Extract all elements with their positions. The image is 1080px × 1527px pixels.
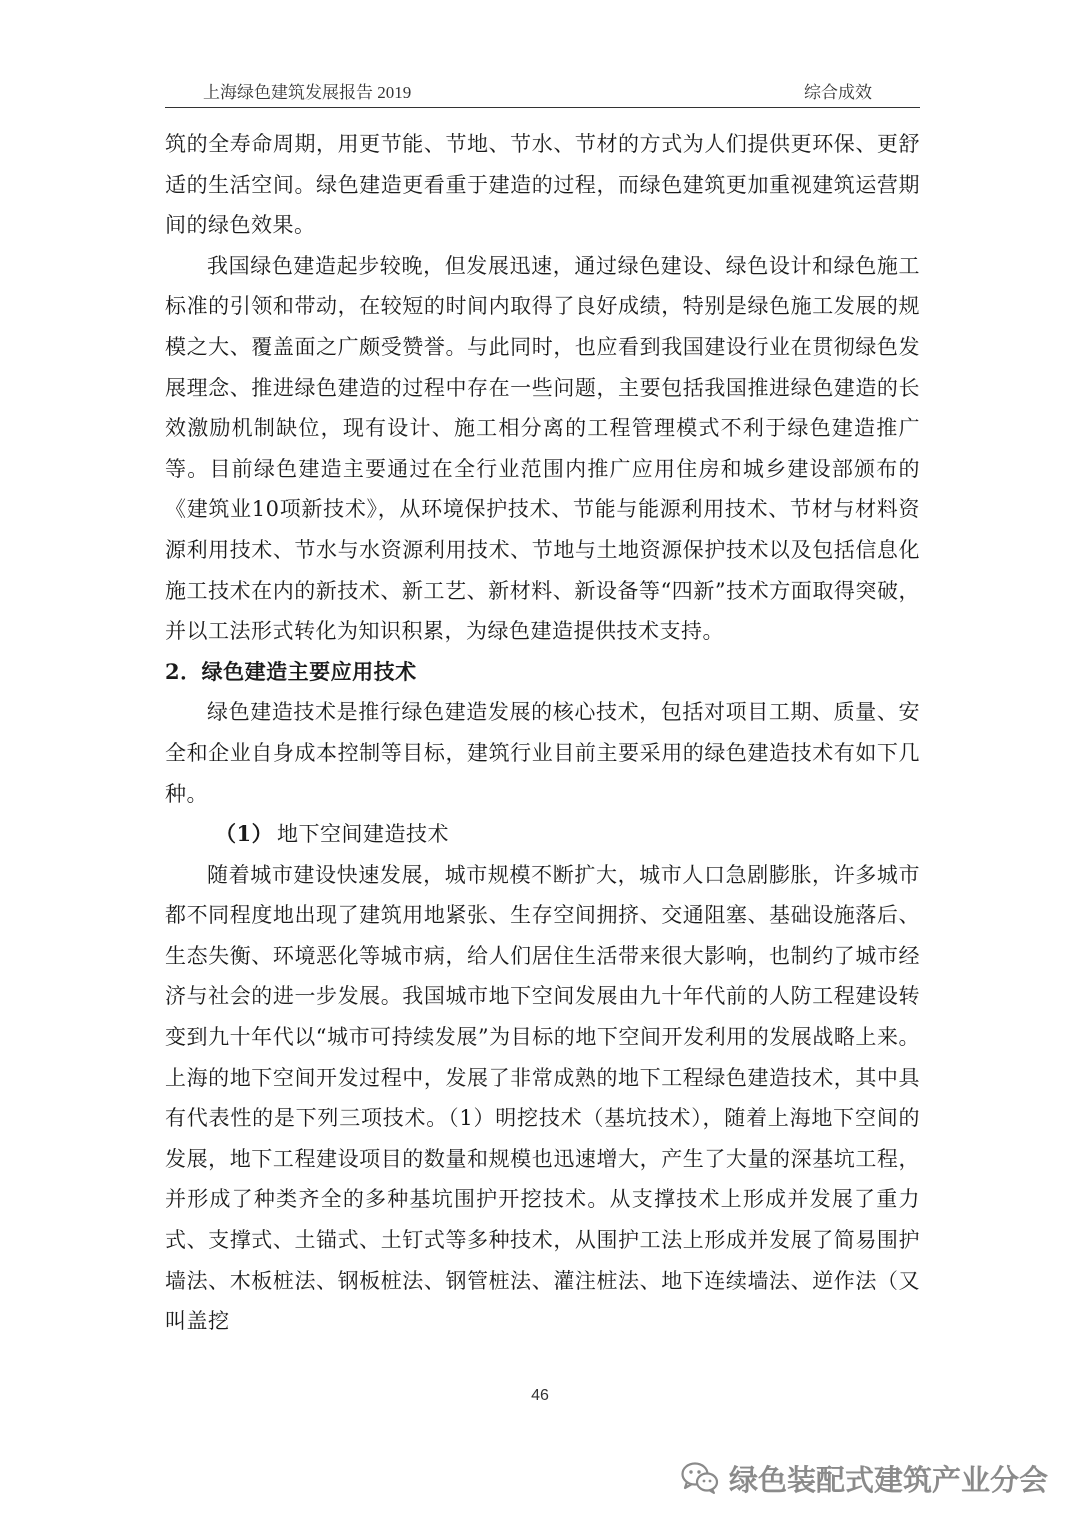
watermark [681, 1456, 1048, 1500]
wechat-icon [681, 1461, 719, 1495]
section-heading: 2．绿色建造主要应用技术 [165, 658, 417, 684]
watermark-text: 绿色装配式建筑产业分会 [728, 1462, 1048, 1497]
subsection-title: 地下空间建造技术 [277, 822, 449, 847]
subsection-number: （1） [215, 821, 274, 847]
report-title: 上海绿色建筑发展报告 2019 [203, 83, 412, 102]
header-divider [165, 107, 920, 108]
paragraph: 我国绿色建造起步较晚，但发展迅速，通过绿色建设、绿色设计和绿色施工标准的引领和带动，在较短的时间内取得了良好成绩，特别是绿色施工发展的规模之大、覆盖面之广颇受赞誉。与此同时，也应看到我国建设行业在贯彻绿色发展理念、推进绿色建造的过程中存在一些问题，主要包括我国推进绿色建造的长效激励机制缺位，现有设计、施工相分离的工程管理模式不利于绿色建造推广等。目前绿色建造主要通过在全行业范围内推广应用住房和城乡建设部颁布的《建筑业10项新技术》，从环境保护技术、节能与能源利用技术、节材与材料资源利用技术、节水与水资源利用技术、节地与土地资源保护技术以及包括信息化施工技术在内的新技术、新工艺、新材料、新设备等“四新”技术方面取得突破，并以工法形式转化为知识积累，为绿色建造提供技术支持。 [165, 253, 920, 644]
paragraph: 随着城市建设快速发展，城市规模不断扩大，城市人口急剧膨胀，许多城市都不同程度地出现了建筑用地紧张、生存空间拥挤、交通阻塞、基础设施落后、生态失衡、环境恶化等城市病，给人们居住生活带来很大影响，也制约了城市经济与社会的进一步发展。我国城市地下空间发展由九十年代前的人防工程建设转变到九十年代以“城市可持续发展”为目标的地下空间开发利用的发展战略上来。上海的地下空间开发过程中，发展了非常成熟的地下工程绿色建造技术，其中具有代表性的是下列三项技术。（1）明挖技术（基坑技术），随着上海地下空间的发展，地下工程建设项目的数量和规模也迅速增大，产生了大量的深基坑工程，并形成了种类齐全的多种基坑围护开挖技术。从支撑技术上形成并发展了重力式、支撑式、土锚式、土钉式等多种技术，从围护工法上形成并发展了简易围护墙法、木板桩法、钢板桩法、钢管桩法、灌注桩法、地下连续墙法、逆作法（又叫盖挖 [165, 862, 920, 1334]
subsection-heading [165, 814, 920, 855]
page-number: 46 [531, 1387, 549, 1404]
section-title: 综合成效 [804, 83, 872, 102]
paragraph-continuation: 筑的全寿命周期，用更节能、节地、节水、节材的方式为人们提供更环保、更舒适的生活空间。绿色建造更看重于建造的过程，而绿色建筑更加重视建筑运营期间的绿色效果。 [165, 132, 920, 238]
document-body [165, 124, 920, 1342]
paragraph: 绿色建造技术是推行绿色建造发展的核心技术，包括对项目工期、质量、安全和企业自身成本控制等目标，建筑行业目前主要采用的绿色建造技术有如下几种。 [165, 700, 920, 806]
page-header [165, 74, 920, 104]
